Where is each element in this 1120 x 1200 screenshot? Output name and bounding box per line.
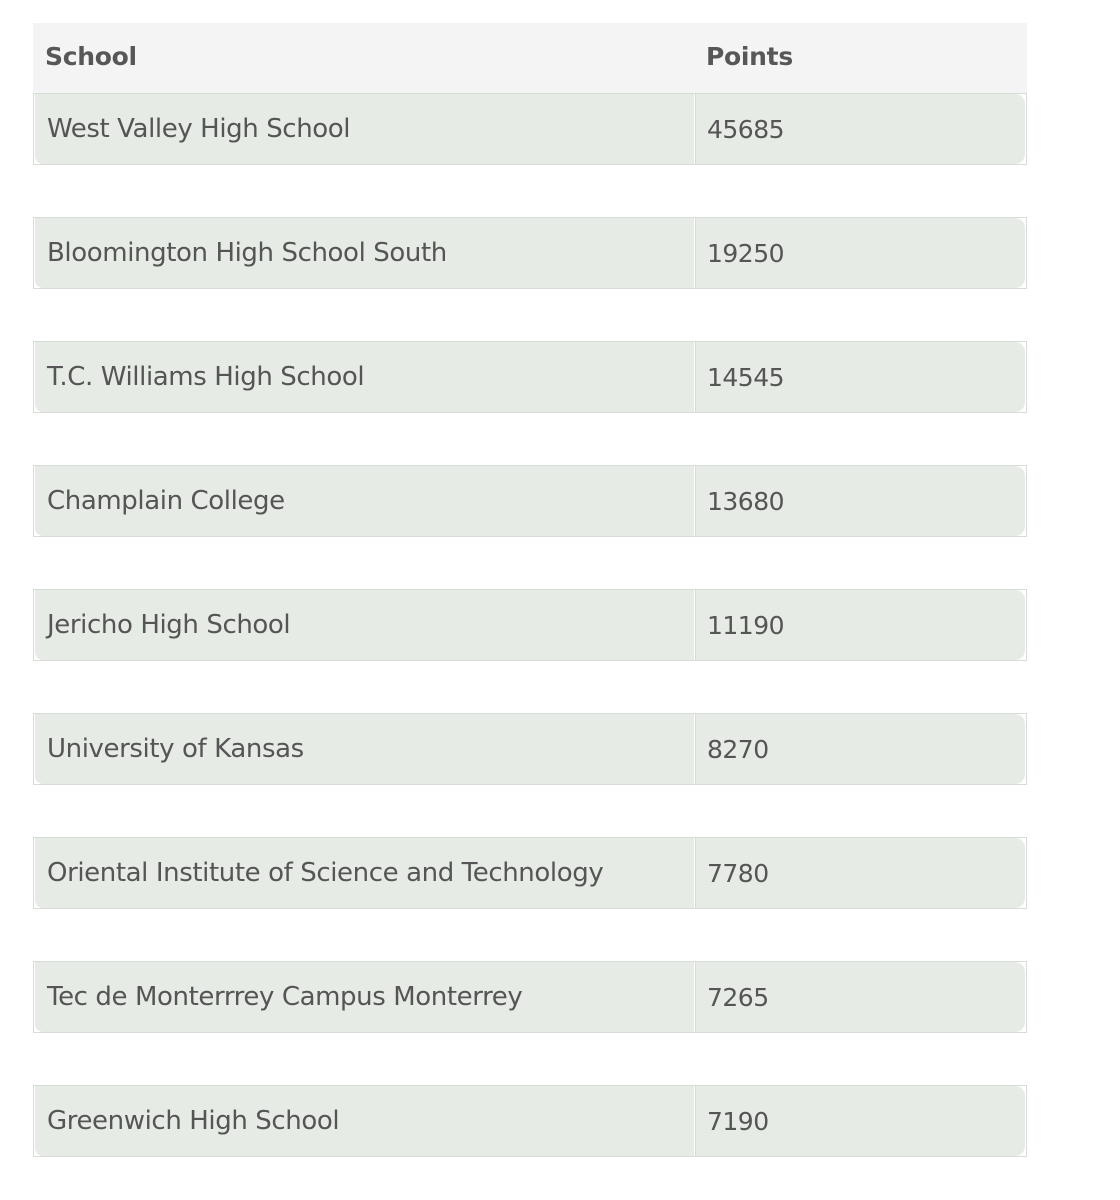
school-cell: Tec de Monterrrey Campus Monterrey — [35, 962, 694, 1032]
school-cell: Jericho High School — [35, 590, 694, 660]
points-cell: 19250 — [695, 218, 1025, 288]
school-cell: Champlain College — [35, 466, 694, 536]
table-header — [33, 23, 1027, 93]
table-row — [33, 465, 1027, 537]
table-row — [33, 961, 1027, 1033]
school-cell: University of Kansas — [35, 714, 694, 784]
table-row — [33, 837, 1027, 909]
school-cell: Greenwich High School — [35, 1086, 694, 1156]
table-row — [33, 341, 1027, 413]
table-row — [33, 93, 1027, 165]
points-cell: 45685 — [695, 94, 1025, 164]
table-row — [33, 1085, 1027, 1157]
table-row — [33, 217, 1027, 289]
points-cell: 13680 — [695, 466, 1025, 536]
points-cell: 7190 — [695, 1086, 1025, 1156]
points-cell: 14545 — [695, 342, 1025, 412]
school-cell: Oriental Institute of Science and Technology — [35, 838, 694, 908]
table-row — [33, 589, 1027, 661]
column-header-points[interactable]: Points — [706, 42, 793, 71]
points-cell: 7780 — [695, 838, 1025, 908]
points-cell: 7265 — [695, 962, 1025, 1032]
school-cell: West Valley High School — [35, 94, 694, 164]
leaderboard-table — [33, 23, 1027, 1136]
school-cell: T.C. Williams High School — [35, 342, 694, 412]
points-cell: 8270 — [695, 714, 1025, 784]
points-cell: 11190 — [695, 590, 1025, 660]
table-row — [33, 713, 1027, 785]
school-cell: Bloomington High School South — [35, 218, 694, 288]
column-header-school[interactable]: School — [45, 42, 137, 71]
